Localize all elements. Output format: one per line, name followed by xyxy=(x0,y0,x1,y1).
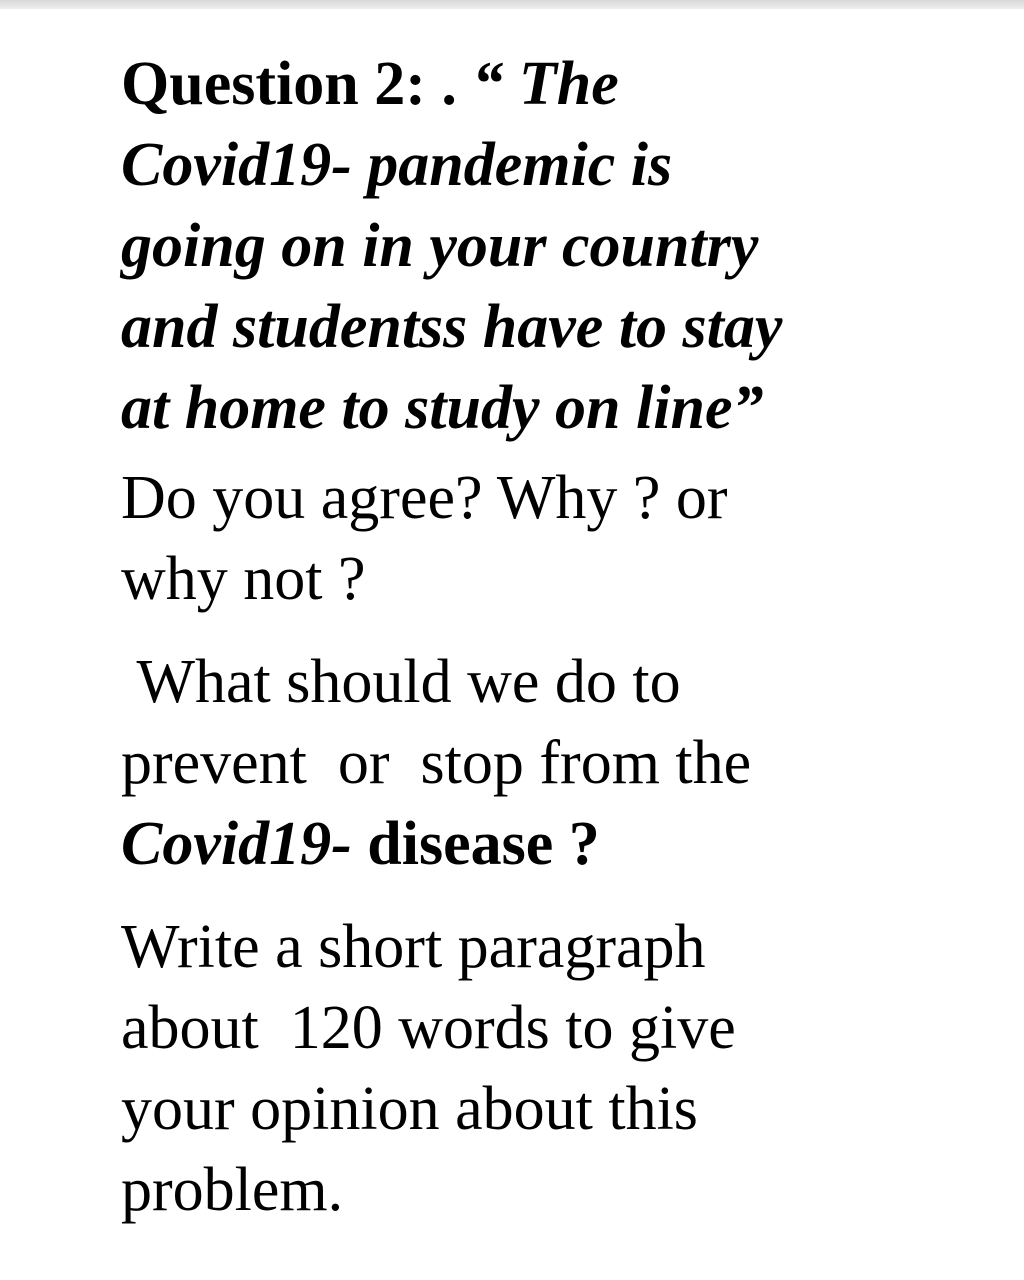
question-quote-line-4: and studentss have to stay xyxy=(121,293,783,361)
question-quote-line-3: going on in your country xyxy=(121,212,759,280)
disease-text: disease ? xyxy=(351,810,600,878)
question-paragraph xyxy=(121,44,981,449)
prevent-line-2: prevent or stop from the xyxy=(121,729,752,797)
agree-paragraph xyxy=(121,458,981,620)
question-label: Question 2: . xyxy=(121,50,473,118)
agree-line-2: why not ? xyxy=(121,545,366,613)
task-line-1: Write a short paragraph xyxy=(121,913,706,981)
top-bar xyxy=(0,0,1024,9)
prevent-paragraph xyxy=(121,642,981,885)
question-quote-line-5: at home to study on line” xyxy=(121,374,764,442)
task-line-3: your opinion about this xyxy=(121,1075,698,1143)
prevent-line-1: What should we do to xyxy=(121,648,681,716)
document-body xyxy=(121,44,981,1231)
task-paragraph xyxy=(121,907,981,1231)
question-quote-line-2: Covid19- pandemic is xyxy=(121,131,673,199)
task-line-4: problem. xyxy=(121,1156,344,1224)
question-quote-line-1: “ The xyxy=(472,50,619,118)
covid-term: Covid19- xyxy=(121,810,352,878)
agree-line-1: Do you agree? Why ? or xyxy=(121,464,728,532)
task-line-2: about 120 words to give xyxy=(121,994,736,1062)
